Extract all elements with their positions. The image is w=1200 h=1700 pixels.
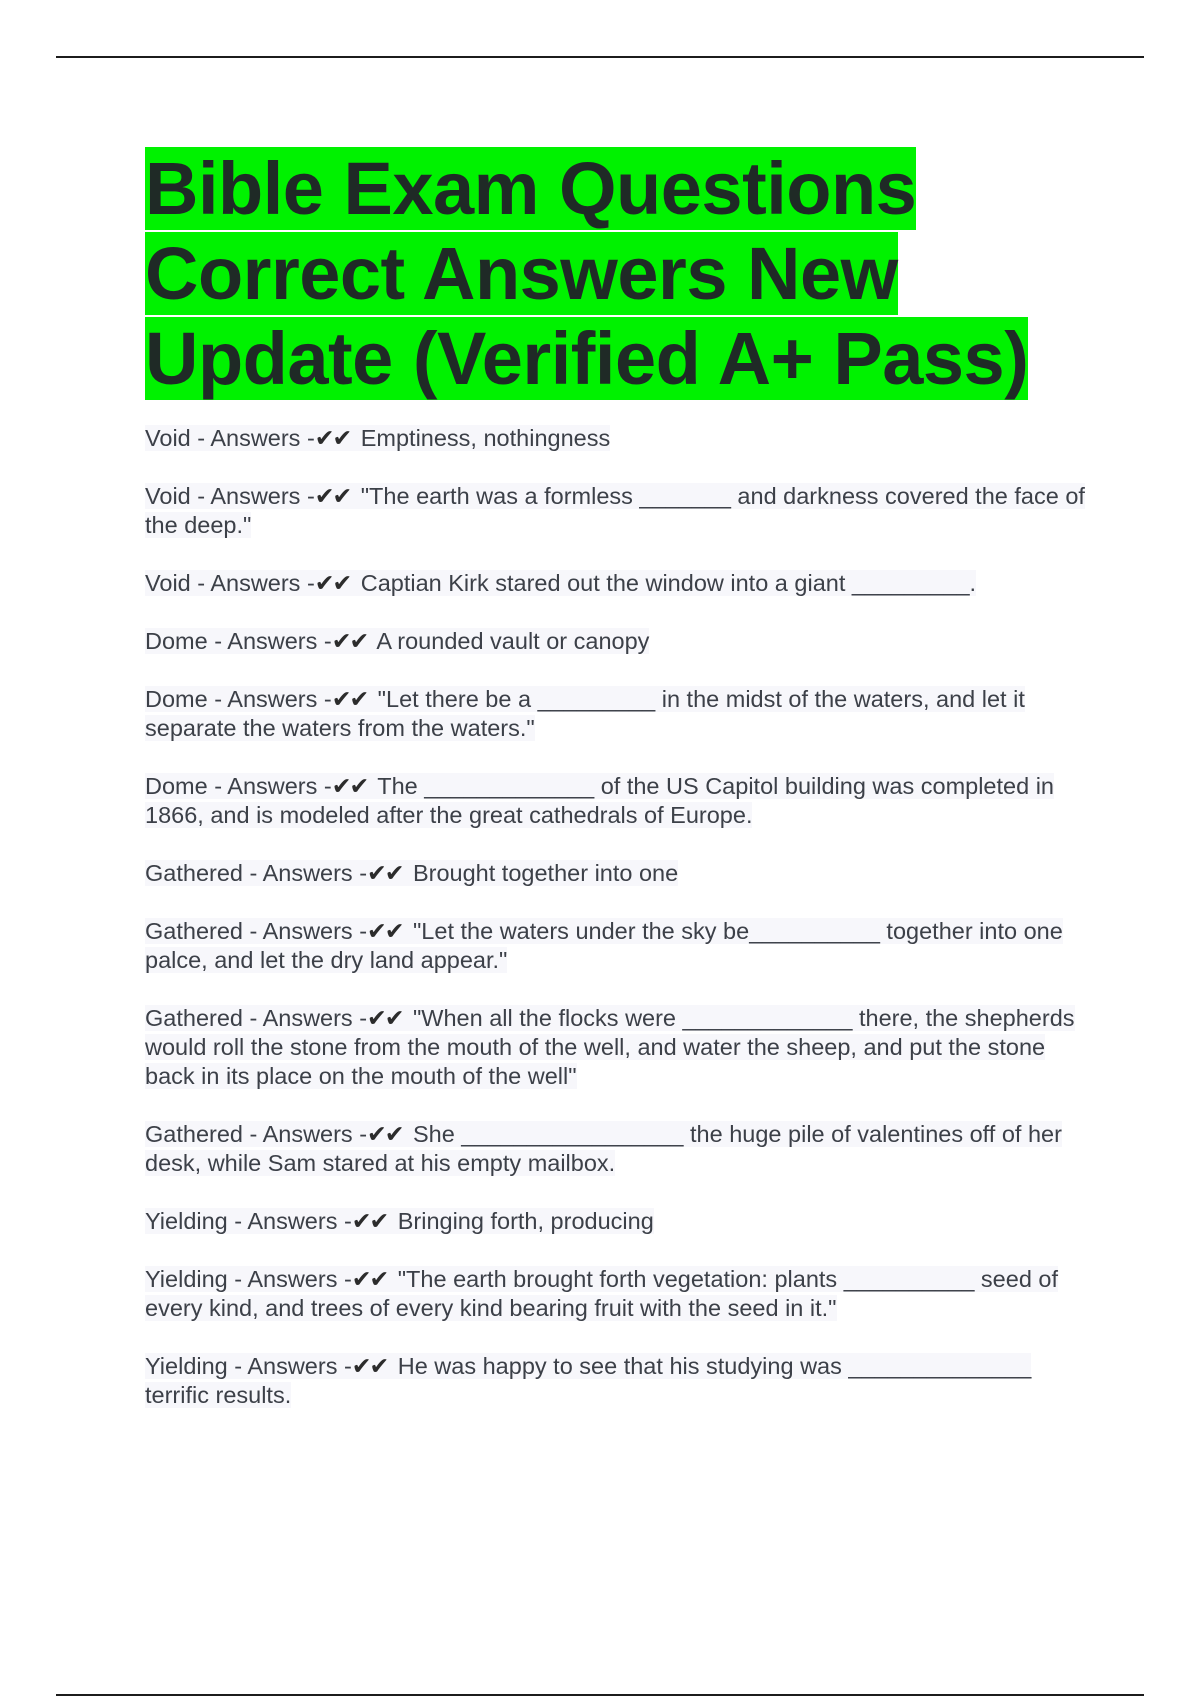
qa-term: Gathered - Answers - bbox=[145, 860, 368, 886]
qa-term: Dome - Answers - bbox=[145, 686, 332, 712]
qa-item bbox=[145, 482, 1090, 540]
double-check-icon: ✔✔ bbox=[331, 686, 368, 712]
double-check-icon: ✔✔ bbox=[331, 773, 368, 799]
double-check-icon: ✔✔ bbox=[314, 425, 351, 451]
qa-item bbox=[145, 1004, 1090, 1091]
qa-item bbox=[145, 772, 1090, 830]
qa-term: Dome - Answers - bbox=[145, 773, 332, 799]
double-check-icon: ✔✔ bbox=[331, 628, 368, 654]
qa-item bbox=[145, 1352, 1090, 1410]
qa-item bbox=[145, 1265, 1090, 1323]
qa-list bbox=[145, 424, 1090, 1439]
qa-term: Yielding - Answers - bbox=[145, 1266, 352, 1292]
title-block bbox=[145, 146, 1085, 401]
bottom-rule bbox=[56, 1694, 1144, 1696]
qa-term: Gathered - Answers - bbox=[145, 918, 368, 944]
qa-text: "The earth was a formless _______ and darkness covered the face of the deep." bbox=[145, 483, 1085, 538]
qa-text: Bringing forth, producing bbox=[397, 1208, 654, 1234]
qa-term: Dome - Answers - bbox=[145, 628, 332, 654]
double-check-icon: ✔✔ bbox=[314, 483, 351, 509]
qa-item bbox=[145, 917, 1090, 975]
qa-text: "Let the waters under the sky be__________ together into one palce, and let the dry land appear." bbox=[145, 918, 1063, 973]
double-check-icon: ✔✔ bbox=[367, 918, 403, 944]
qa-term: Yielding - Answers - bbox=[145, 1353, 352, 1379]
qa-item bbox=[145, 569, 1090, 598]
top-rule bbox=[56, 56, 1144, 58]
qa-item bbox=[145, 685, 1090, 743]
double-check-icon: ✔✔ bbox=[351, 1208, 388, 1234]
qa-text: The _____________ of the US Capitol building was completed in 1866, and is modeled after the great cathedrals of Europe. bbox=[145, 773, 1054, 828]
qa-item bbox=[145, 1120, 1090, 1178]
qa-text: Emptiness, nothingness bbox=[360, 425, 611, 451]
double-check-icon: ✔✔ bbox=[351, 1353, 388, 1379]
qa-term: Void - Answers - bbox=[145, 483, 315, 509]
qa-text: She _________________ the huge pile of valentines off of her desk, while Sam stared at his empty mailbox. bbox=[145, 1121, 1062, 1176]
double-check-icon: ✔✔ bbox=[367, 1121, 403, 1147]
qa-text: "The earth brought forth vegetation: plants __________ seed of every kind, and trees of every kind bearing fruit with the seed in it." bbox=[145, 1266, 1059, 1321]
qa-term: Void - Answers - bbox=[145, 570, 315, 596]
qa-item bbox=[145, 627, 1090, 656]
qa-term: Void - Answers - bbox=[145, 425, 315, 451]
double-check-icon: ✔✔ bbox=[367, 1005, 403, 1031]
page-title-text: Bible Exam Questions Correct Answers New Update (Verified A+ Pass) bbox=[145, 147, 1029, 400]
qa-text: "When all the flocks were _____________ there, the shepherds would roll the stone from the mouth of the well, and water the sheep, and put the stone back in its place on the mouth of the well" bbox=[145, 1005, 1075, 1089]
qa-item bbox=[145, 424, 1090, 453]
qa-item bbox=[145, 859, 1090, 888]
qa-term: Yielding - Answers - bbox=[145, 1208, 352, 1234]
page-title bbox=[145, 146, 1085, 401]
qa-term: Gathered - Answers - bbox=[145, 1005, 368, 1031]
qa-term: Gathered - Answers - bbox=[145, 1121, 368, 1147]
qa-text: Brought together into one bbox=[412, 860, 679, 886]
double-check-icon: ✔✔ bbox=[367, 860, 403, 886]
double-check-icon: ✔✔ bbox=[314, 570, 351, 596]
qa-text: "Let there be a _________ in the midst of the waters, and let it separate the waters from the waters." bbox=[145, 686, 1025, 741]
qa-item bbox=[145, 1207, 1090, 1236]
qa-text: He was happy to see that his studying was ______________ terrific results. bbox=[145, 1353, 1032, 1408]
qa-text: A rounded vault or canopy bbox=[376, 628, 650, 654]
qa-text: Captian Kirk stared out the window into a giant _________. bbox=[360, 570, 977, 596]
double-check-icon: ✔✔ bbox=[351, 1266, 388, 1292]
